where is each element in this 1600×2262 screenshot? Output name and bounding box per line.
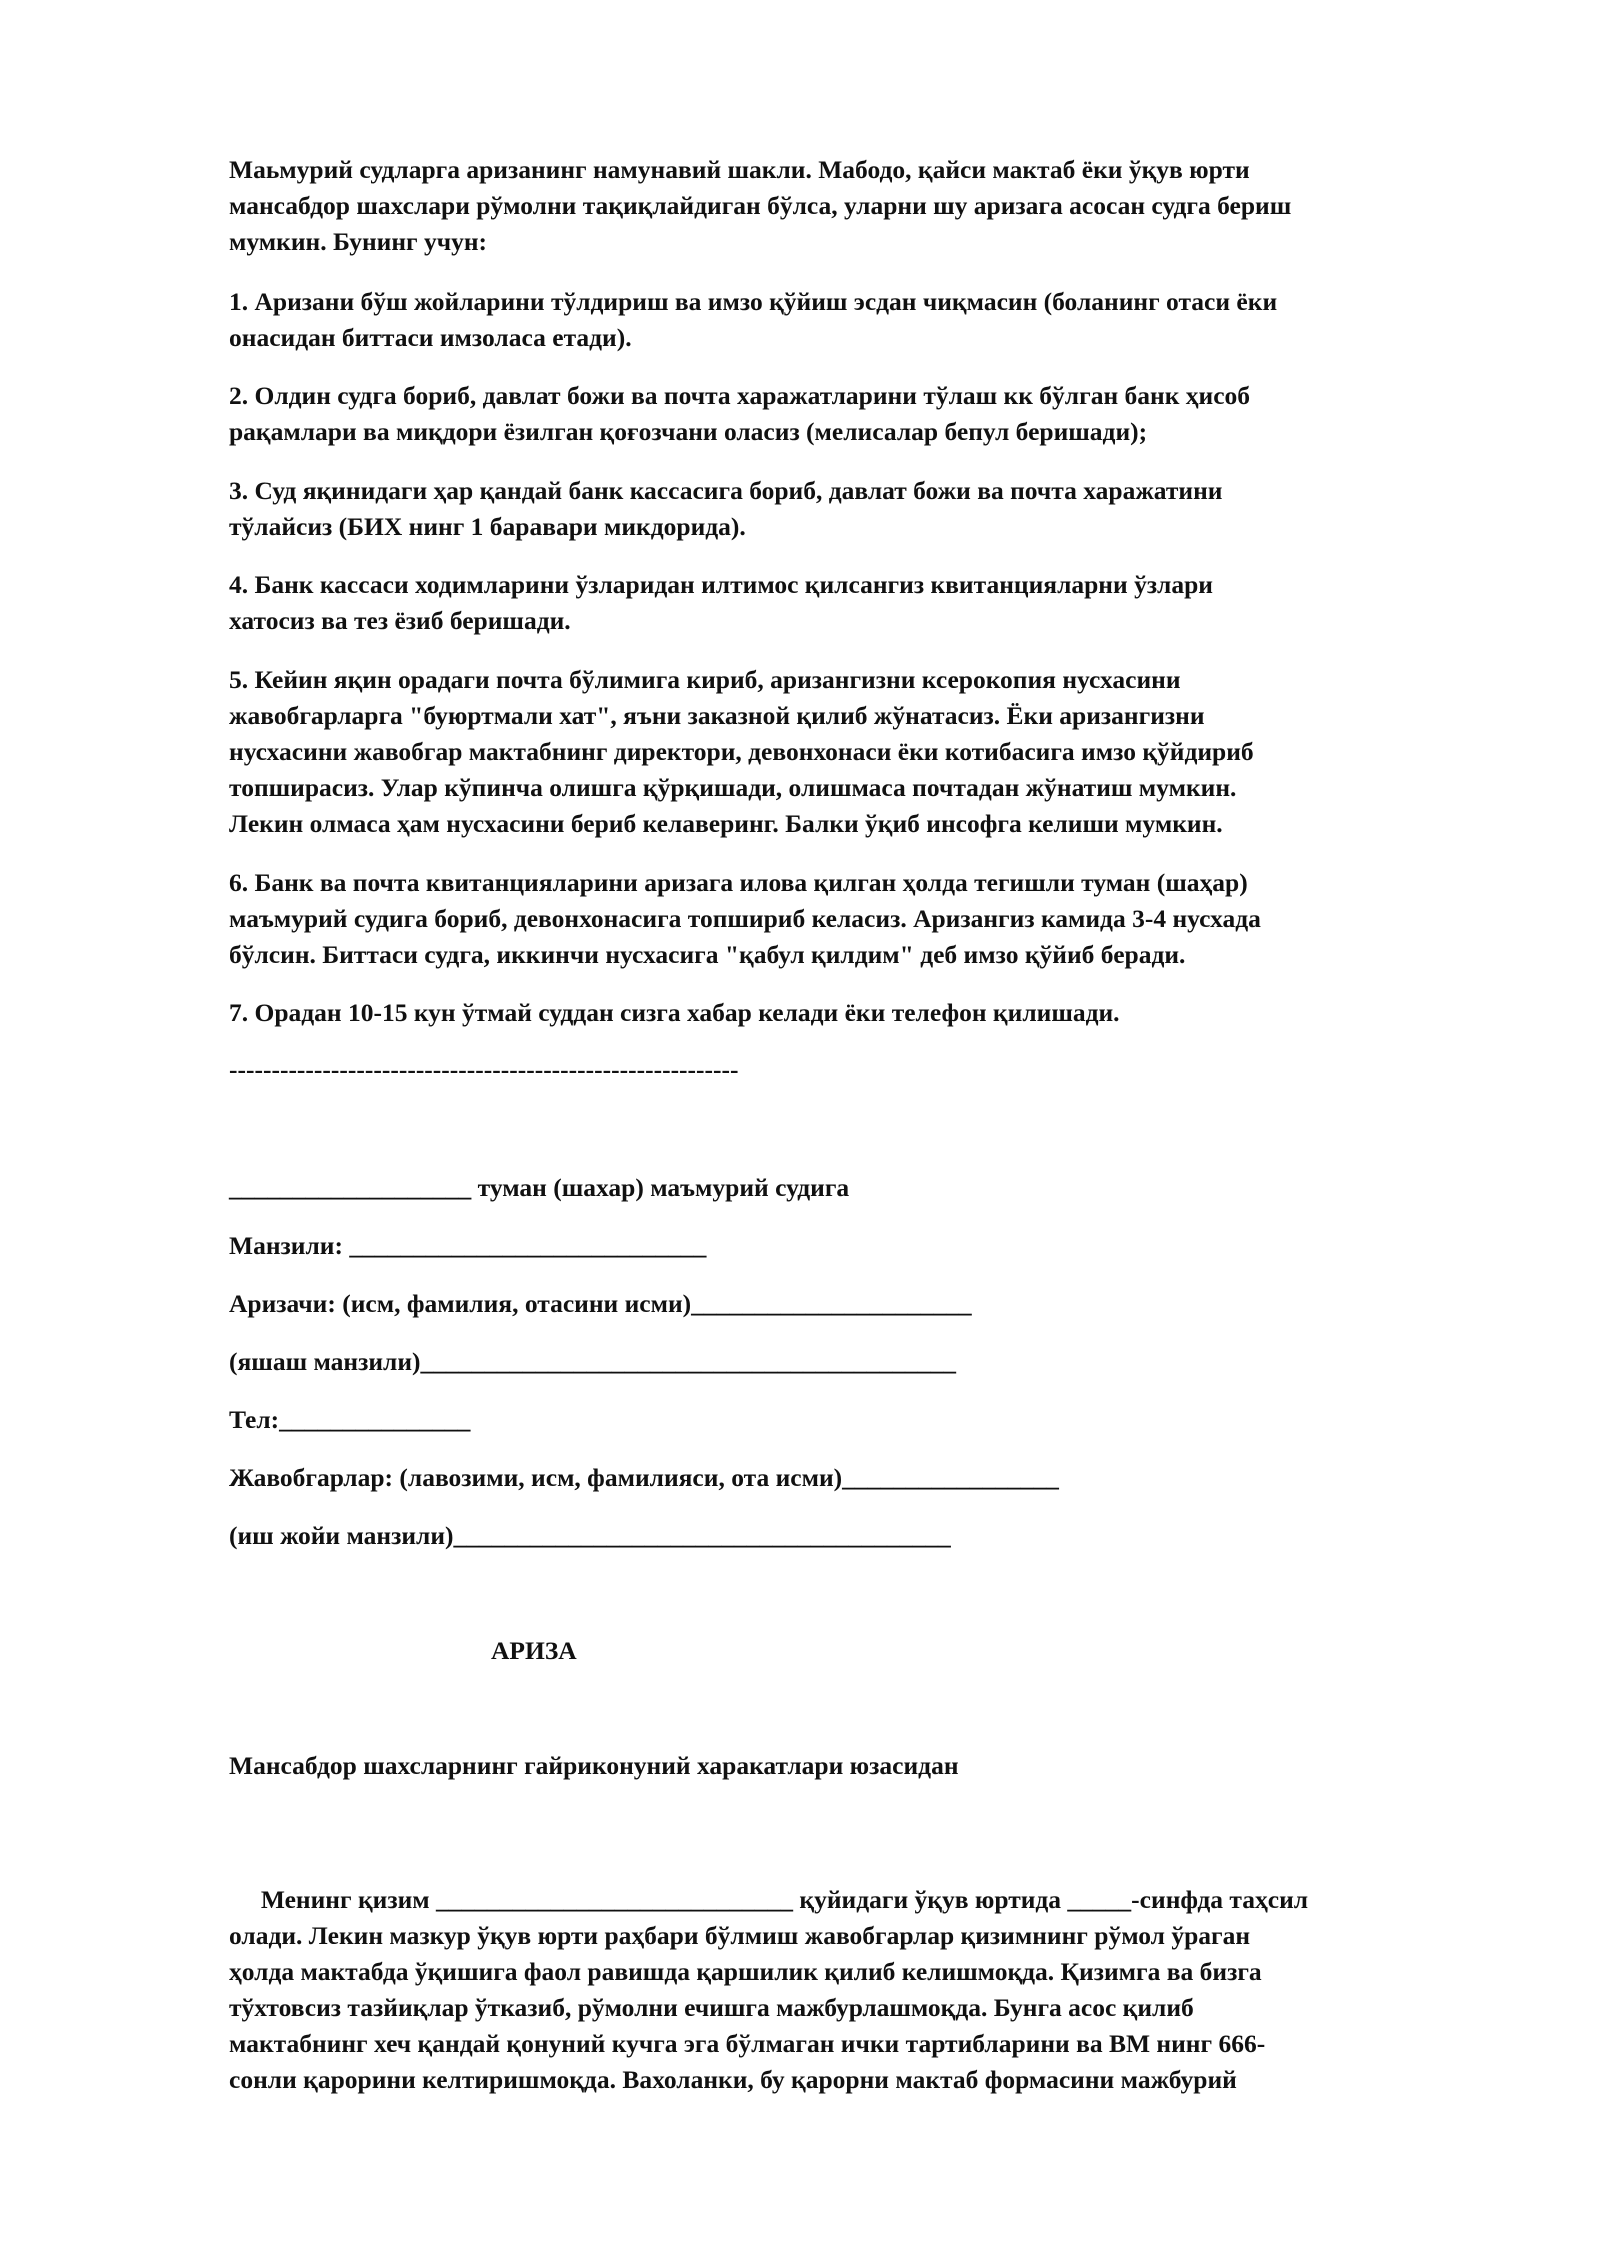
step-1 — [229, 284, 1489, 356]
step-5 — [229, 662, 1489, 842]
step-line: жавобгарларга "буюртмали хат", яъни заказной қилиб жўнатасиз. Ёки аризангизни — [229, 701, 1205, 730]
residence-field: (яшаш манзили)__________________________________________ — [229, 1347, 957, 1376]
step-7 — [229, 995, 1489, 1031]
step-line: 6. Банк ва почта квитанцияларини аризага илова қилган ҳолда тегишли туман (шаҳар) — [229, 868, 1248, 897]
body-line: тўхтовсиз тазйиқлар ўтказиб, рўмолни ечишга мажбурлашмоқда. Бунга асос қилиб — [229, 1993, 1194, 2022]
body-line: мактабнинг хеч қандай қонуний кучга эга бўлмаган ички тартибларини ва ВМ нинг 666- — [229, 2029, 1266, 2058]
separator-line: ------------------------------------------------------------ — [229, 1055, 739, 1084]
step-line: 3. Суд яқинидаги ҳар қандай банк кассасига бориб, давлат божи ва почта харажатини — [229, 476, 1223, 505]
step-line: бўлсин. Биттаси судга, иккинчи нусхасига "қабул қилдим" деб имзо қўйиб беради. — [229, 940, 1186, 969]
workplace-field: (иш жойи манзили)_______________________________________ — [229, 1521, 951, 1550]
intro-line: Маьмурий судларга аризанинг намунавий шакли. Мабодо, қайси мактаб ёки ўқув юрти — [229, 155, 1250, 184]
step-line: 5. Кейин яқин орадаги почта бўлимига кириб, аризангизни ксерокопия нусхасини — [229, 665, 1181, 694]
step-line: рақамлари ва миқдори ёзилган қоғозчани оласиз (мелисалар бепул беришади); — [229, 417, 1148, 446]
step-line: нусхасини жавобгар мактабнинг директори, девонхонаси ёки котибасига имзо қўйдириб — [229, 737, 1254, 766]
step-line: хатосиз ва тез ёзиб беришади. — [229, 606, 571, 635]
intro-line: мумкин. Бунинг учун: — [229, 227, 488, 256]
body-paragraph — [229, 1882, 1489, 2098]
step-line: 4. Банк кассаси ходимларини ўзларидан илтимос қилсангиз квитанцияларни ўзлари — [229, 570, 1213, 599]
step-line: Лекин олмаса ҳам нусхасини бериб келаверинг. Балки ўқиб инсофга келиши мумкин. — [229, 809, 1223, 838]
intro-line: мансабдор шахслари рўмолни тақиқлайдиган бўлса, уларни шу аризага асосан судга бериш — [229, 191, 1292, 220]
body-line: олади. Лекин мазкур ўқув юрти раҳбари бўлмиш жавобгарлар қизимнинг рўмол ўраган — [229, 1921, 1251, 1950]
document-subject: Мансабдор шахсларнинг гайриконуний харакатлари юзасидан — [229, 1751, 959, 1780]
step-4 — [229, 567, 1489, 639]
step-line: онасидан биттаси имзоласа етади). — [229, 323, 632, 352]
address-field: Манзили: ____________________________ — [229, 1231, 707, 1260]
step-line: 1. Аризани бўш жойларини тўлдириш ва имзо қўйиш эсдан чиқмасин (боланинг отаси ёки — [229, 287, 1278, 316]
document-title: АРИЗА — [491, 1636, 577, 1665]
step-line: 2. Олдин судга бориб, давлат божи ва почта харажатларини тўлаш кк бўлган банк ҳисоб — [229, 381, 1251, 410]
court-addressee-field: ___________________ туман (шахар) маъмурий судига — [229, 1173, 850, 1202]
body-line: ҳолда мактабда ўқишига фаол равишда қаршилик қилиб келишмоқда. Қизимга ва бизга — [229, 1957, 1262, 1986]
intro-paragraph — [229, 152, 1489, 260]
step-2 — [229, 378, 1489, 450]
step-line: тўлайсиз (БИХ нинг 1 баравари микдорида). — [229, 512, 746, 541]
step-6 — [229, 865, 1489, 973]
step-line: маъмурий судига бориб, девонхонасига топшириб келасиз. Аризангиз камида 3-4 нусхада — [229, 904, 1261, 933]
applicant-field: Аризачи: (исм, фамилия, отасини исми)______________________ — [229, 1289, 972, 1318]
step-3 — [229, 473, 1489, 545]
body-line: сонли қарорини келтиришмоқда. Вахоланки, бу қарорни мактаб формасини мажбурий — [229, 2065, 1237, 2094]
respondents-field: Жавобгарлар: (лавозими, исм, фамилияси, ота исми)_________________ — [229, 1463, 1059, 1492]
step-line: топширасиз. Улар кўпинча олишга қўрқишади, олишмаса почтадан жўнатиш мумкин. — [229, 773, 1237, 802]
body-line: Менинг қизим ____________________________ қуйидаги ўқув юртида _____-синфда таҳсил — [229, 1885, 1309, 1914]
step-line: 7. Орадан 10-15 кун ўтмай суддан сизга хабар келади ёки телефон қилишади. — [229, 998, 1120, 1027]
phone-field: Тел:_______________ — [229, 1405, 471, 1434]
